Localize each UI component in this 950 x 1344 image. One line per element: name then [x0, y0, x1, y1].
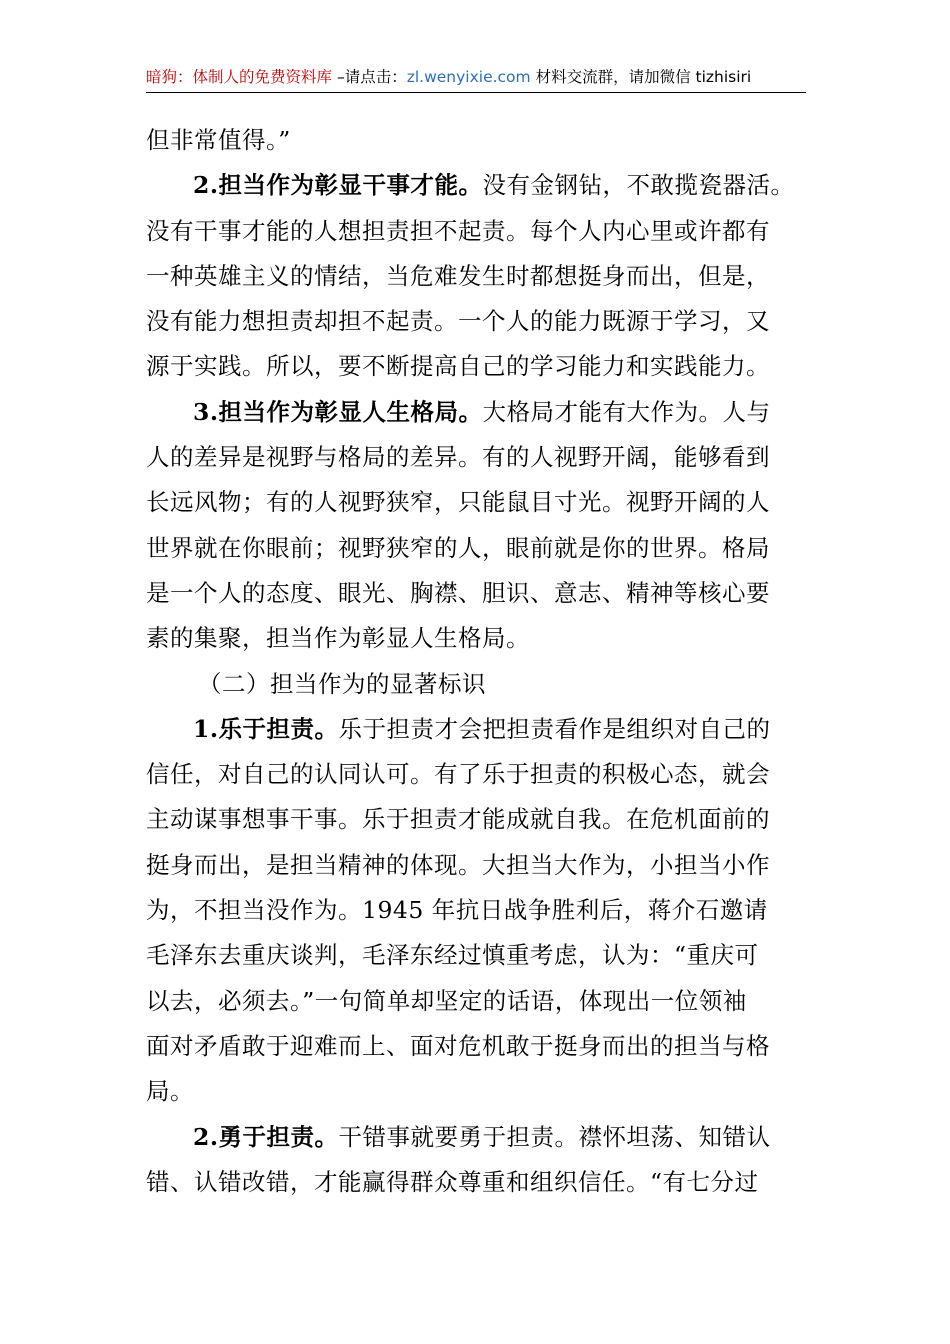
subheading-line: 1.乐于担责。乐于担责才会把担责看作是组织对自己的 — [193, 714, 771, 743]
text-line: 为，不担当没作为。1945 年抗日战争胜利后，蒋介石邀请 — [146, 896, 768, 925]
document-body — [146, 118, 812, 1205]
subheading: 2.勇于担责。 — [193, 1122, 339, 1151]
site-link[interactable]: zl.wenyixie.com — [406, 68, 531, 86]
section-heading: （二）担当作为的显著标识 — [198, 669, 486, 698]
text-line: 没有干事才能的人想担责担不起责。每个人内心里或许都有 — [146, 216, 770, 245]
subheading: 3.担当作为彰显人生格局。 — [193, 397, 483, 426]
link-prefix: –请点击： — [332, 68, 407, 86]
site-name: 暗狗：体制人的免费资料库 — [146, 68, 333, 86]
subheading-line: 2.担当作为彰显干事才能。没有金钢钻，不敢揽瓷器活。 — [193, 171, 795, 200]
text-line: 挺身而出，是担当精神的体现。大担当大作为，小担当小作 — [146, 850, 770, 879]
text-line: 面对矛盾敢于迎难而上、面对危机敢于挺身而出的担当与格 — [146, 1031, 770, 1060]
text-line: 主动谋事想事干事。乐于担责才能成就自我。在危机面前的 — [146, 805, 770, 834]
text-line: 一种英雄主义的情结，当危难发生时都想挺身而出，但是， — [146, 261, 770, 290]
subheading: 2.担当作为彰显干事才能。 — [193, 171, 483, 200]
text-line: 毛泽东去重庆谈判，毛泽东经过慎重考虑，认为：“重庆可 — [146, 941, 759, 970]
page-header — [146, 66, 806, 88]
subheading-line: 2.勇于担责。干错事就要勇于担责。襟怀坦荡、知错认 — [193, 1122, 771, 1151]
subheading: 1.乐于担责。 — [193, 714, 339, 743]
text-line: 以去，必须去。”一句简单却坚定的话语，体现出一位领袖 — [146, 986, 747, 1015]
header-divider — [146, 92, 806, 93]
text-line: 但非常值得。” — [146, 126, 291, 154]
text-line: 错、认错改错，才能赢得群众尊重和组织信任。“有七分过 — [146, 1167, 759, 1196]
text-line: 世界就在你眼前；视野狭窄的人，眼前就是你的世界。格局 — [146, 533, 770, 562]
text-line: 局。 — [146, 1077, 194, 1106]
text-line: 人的差异是视野与格局的差异。有的人视野开阔，能够看到 — [146, 443, 770, 472]
text-line: 长远风物；有的人视野狭窄，只能鼠目寸光。视野开阔的人 — [146, 488, 770, 517]
contact-info: 材料交流群，请加微信 tizhisiri — [530, 68, 752, 86]
text-line: 是一个人的态度、眼光、胸襟、胆识、意志、精神等核心要 — [146, 578, 770, 607]
text-line: 信任，对自己的认同认可。有了乐于担责的积极心态，就会 — [146, 760, 770, 789]
text-line: 源于实践。所以，要不断提高自己的学习能力和实践能力。 — [146, 352, 770, 381]
text-line: 没有能力想担责却担不起责。一个人的能力既源于学习，又 — [146, 307, 770, 336]
subheading-line: 3.担当作为彰显人生格局。大格局才能有大作为。人与 — [193, 397, 771, 426]
text-line: 素的集聚，担当作为彰显人生格局。 — [146, 624, 530, 653]
